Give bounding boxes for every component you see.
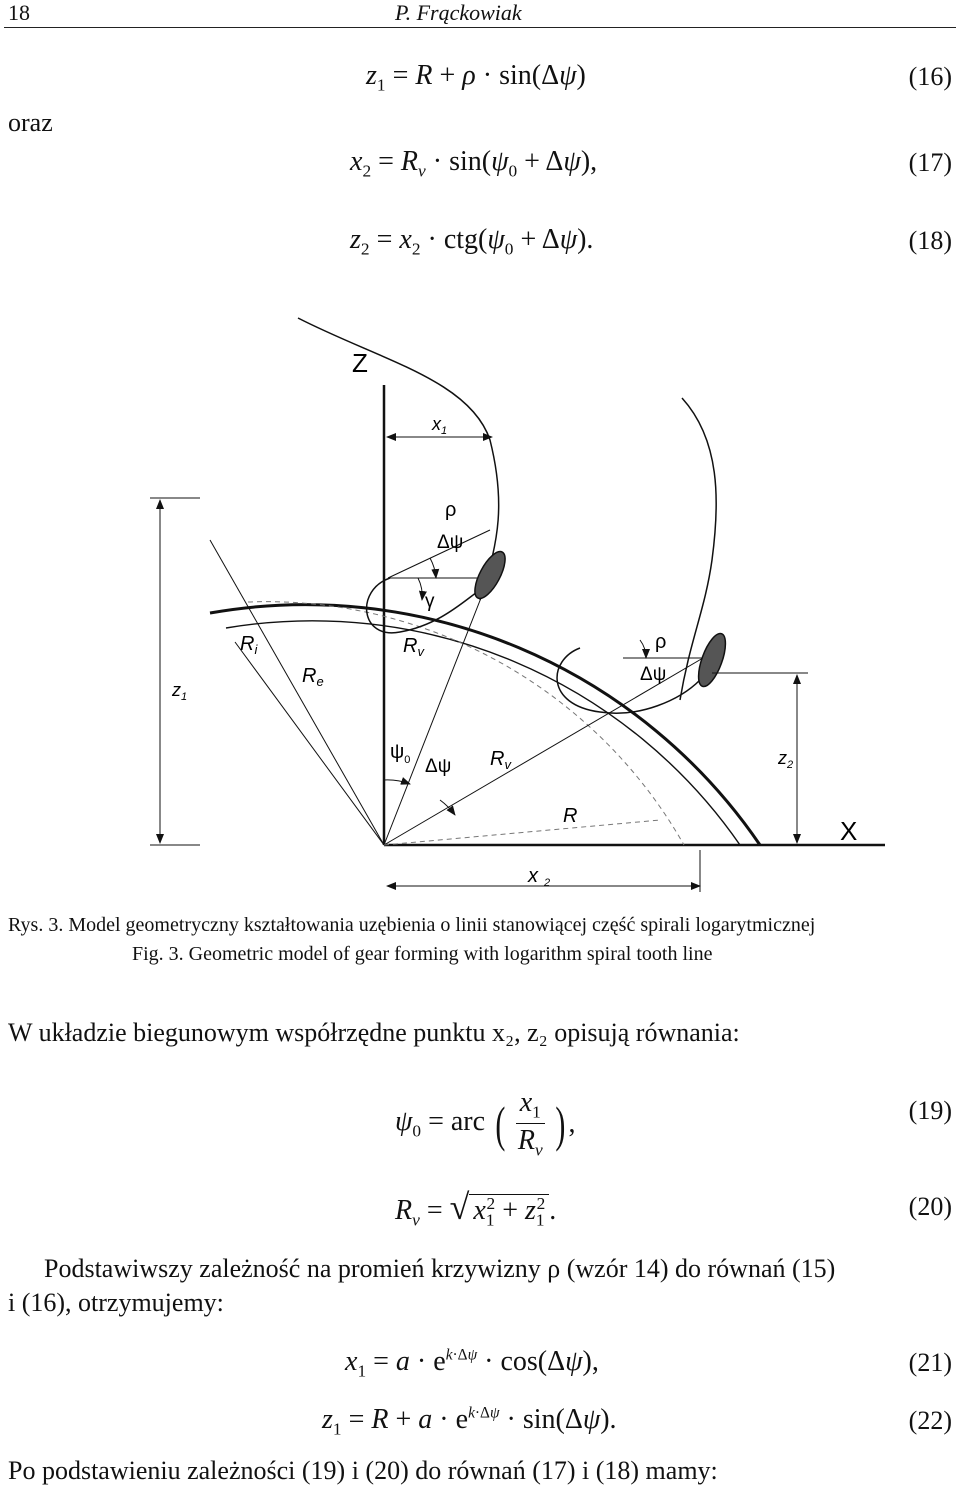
label-axis-x: X <box>840 816 858 846</box>
pitch-arc <box>248 602 684 845</box>
tool-top <box>469 547 511 602</box>
equation-16-number: (16) <box>908 62 952 91</box>
label-ri: $R_i$ <box>240 633 258 657</box>
outer-arc <box>210 605 760 845</box>
equation-20-number: (20) <box>908 1192 952 1221</box>
spiral-top <box>298 318 499 600</box>
equation-20: $R_v$ = √ $x_1^2 + z_1^2$ . <box>395 1187 557 1230</box>
radius-rv-top <box>384 575 490 845</box>
paragraph-polar-coordinates: W układzie biegunowym współrzędne punktu x₂, z₂ opisują równania: <box>8 1018 740 1047</box>
paragraph-substitution-line1: Podstawiwszy zależność na promień krzywizny ρ (wzór 14) do równań (15) <box>44 1254 836 1283</box>
label-gamma: γ <box>425 591 435 612</box>
running-header-author: P. Frąckowiak <box>395 0 522 25</box>
label-x2: x $_2$ <box>528 865 551 889</box>
label-z2: $z_2$ <box>778 748 794 771</box>
label-re: $R_e$ <box>302 665 324 689</box>
equation-21: $x_1 = a \cdot e^{k\cdot\Delta\psi} \cdot \cos(\Delta\psi)$, <box>345 1346 599 1381</box>
equation-22-number: (22) <box>908 1406 952 1435</box>
paragraph-final: Po podstawieniu zależności (19) i (20) do równań (17) i (18) mamy: <box>8 1456 718 1485</box>
radius-ri <box>210 540 384 845</box>
label-rho-right: ρ <box>655 631 667 653</box>
inner-arc <box>226 621 740 845</box>
gear-geometry-figure <box>0 300 960 900</box>
equation-19: $\psi_0$ = arc ( $\frac{x_1}{R_v}$ ) , <box>395 1087 576 1161</box>
label-dpsi-right: Δψ <box>640 664 667 685</box>
label-axis-z: Z <box>352 348 368 378</box>
label-rv-bottom: $R_v$ <box>490 748 511 772</box>
label-x1: $x_1$ <box>432 414 448 437</box>
radius-rv-bottom <box>384 658 703 845</box>
label-dpsi-bottom: Δψ <box>425 756 452 777</box>
text-oraz: oraz <box>8 108 53 137</box>
label-dpsi-top: Δψ <box>437 532 464 553</box>
paragraph-substitution-line2: i (16), otrzymujemy: <box>8 1288 224 1317</box>
page-number: 18 <box>8 0 30 25</box>
equation-16: $z_1 = R + \rho \cdot \sin(\Delta\psi)$ <box>366 60 586 95</box>
figure-caption-pl: Rys. 3. Model geometryczny kształtowania uzębienia o linii stanowiącej część spirali logarytmicznej <box>8 914 816 936</box>
equation-18: $z_2 = x_2 \cdot ctg(\psi_0 + \Delta\psi)$. <box>350 224 594 259</box>
equation-18-number: (18) <box>908 226 952 255</box>
label-rho-top: ρ <box>445 499 457 521</box>
label-r: R <box>563 805 578 827</box>
figure-caption-en: Fig. 3. Geometric model of gear forming with logarithm spiral tooth line <box>132 943 713 965</box>
label-psi0: $\psi_0$ <box>390 741 411 766</box>
equation-17-number: (17) <box>908 148 952 177</box>
label-rv-top: $R_v$ <box>403 635 424 659</box>
header-rule <box>4 27 956 28</box>
equation-17: $x_2 = R_v \cdot \sin(\psi_0 + \Delta\psi)$, <box>350 146 598 181</box>
radius-r-dashed <box>384 820 660 845</box>
equation-22: $z_1 = R + a \cdot e^{k\cdot\Delta\psi} \cdot \sin(\Delta\psi)$. <box>322 1404 617 1439</box>
label-z1: $z_1$ <box>172 680 188 703</box>
equation-21-number: (21) <box>908 1348 952 1377</box>
equation-19-number: (19) <box>908 1096 952 1125</box>
